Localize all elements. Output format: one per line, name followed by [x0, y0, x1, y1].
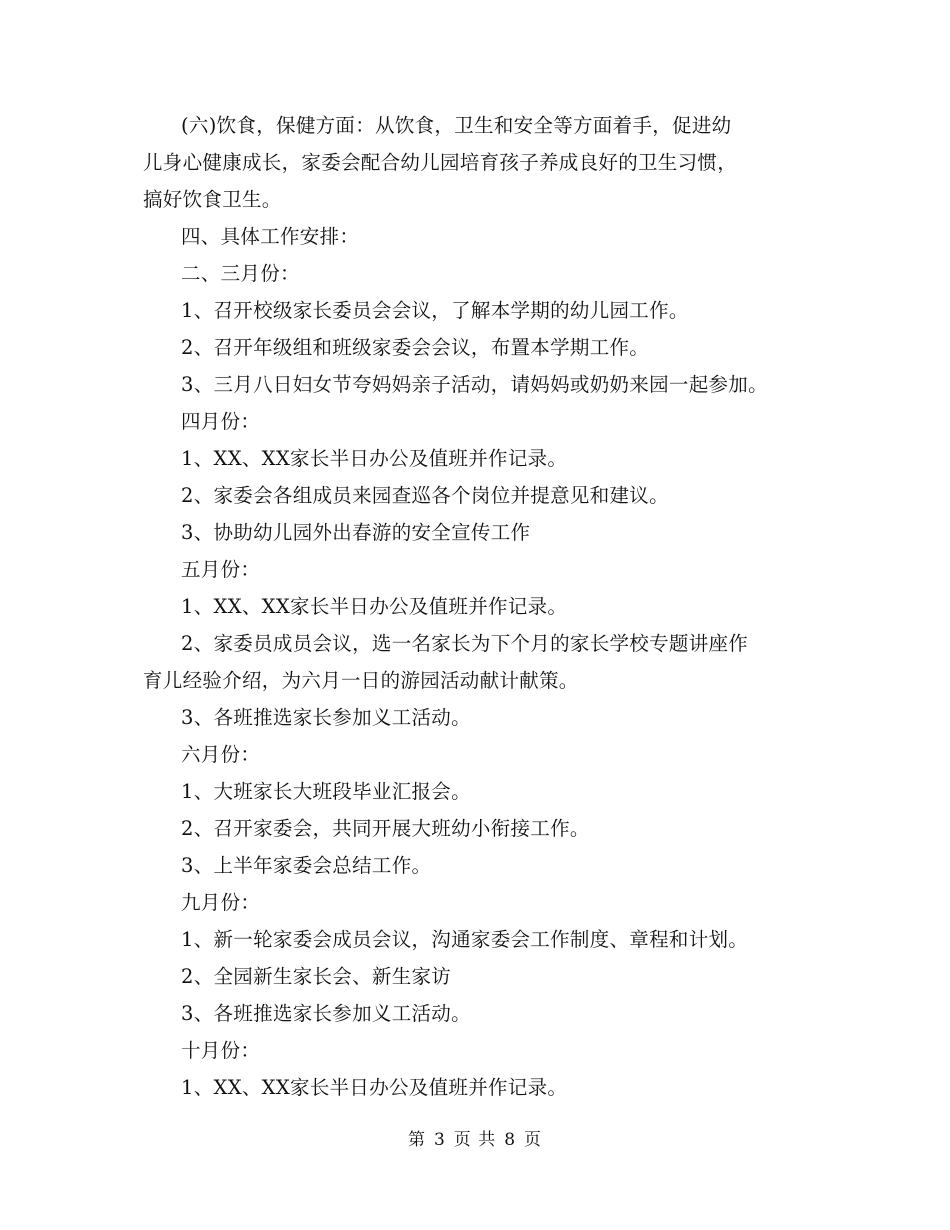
text-line: 儿身心健康成长，家委会配合幼儿园培育孩子养成良好的卫生习惯，	[143, 151, 738, 174]
text-line: 3、上半年家委会总结工作。	[181, 854, 432, 877]
text-line: 1、新一轮家委会成员会议，沟通家委会工作制度、章程和计划。	[181, 928, 749, 951]
text-line: 六月份：	[181, 743, 261, 766]
text-line: 1、XX、XX家长半日办公及值班并作记录。	[181, 1076, 568, 1099]
text-line: (六)饮食，保健方面：从饮食，卫生和安全等方面着手，促进幼	[181, 114, 732, 137]
text-line: 四、具体工作安排：	[181, 225, 360, 248]
text-line: 1、XX、XX家长半日办公及值班并作记录。	[181, 595, 568, 618]
text-line: 1、XX、XX家长半日办公及值班并作记录。	[181, 447, 568, 470]
document-body	[143, 107, 843, 1106]
text-line: 3、各班推选家长参加义工活动。	[181, 706, 471, 729]
text-line: 搞好饮食卫生。	[143, 188, 282, 211]
footer-current-page: 3	[433, 1130, 446, 1150]
text-line: 九月份：	[181, 891, 261, 914]
footer-total-pages: 8	[504, 1130, 517, 1150]
page-footer	[0, 1125, 950, 1150]
text-line: 1、召开校级家长委员会会议，了解本学期的幼儿园工作。	[181, 299, 689, 322]
text-line: 2、召开年级组和班级家委会会议，布置本学期工作。	[181, 336, 650, 359]
text-line: 四月份：	[181, 410, 261, 433]
text-line: 1、大班家长大班段毕业汇报会。	[181, 780, 471, 803]
text-line: 2、全园新生家长会、新生家访	[181, 965, 452, 988]
footer-middle: 页 共	[453, 1130, 497, 1150]
text-line: 3、各班推选家长参加义工活动。	[181, 1002, 471, 1025]
text-line: 二、三月份：	[181, 262, 300, 285]
text-line: 五月份：	[181, 558, 261, 581]
text-line: 3、协助幼儿园外出春游的安全宣传工作	[181, 521, 531, 544]
text-line: 3、三月八日妇女节夸妈妈亲子活动，请妈妈或奶奶来园一起参加。	[181, 373, 768, 396]
footer-prefix: 第	[407, 1130, 426, 1150]
text-line: 育儿经验介绍，为六月一日的游园活动献计献策。	[143, 669, 579, 692]
footer-suffix: 页	[524, 1130, 543, 1150]
text-line: 十月份：	[181, 1039, 261, 1062]
text-line: 2、召开家委会，共同开展大班幼小衔接工作。	[181, 817, 590, 840]
text-line: 2、家委会各组成员来园查巡各个岗位并提意见和建议。	[181, 484, 669, 507]
text-line: 2、家委员成员会议，选一名家长为下个月的家长学校专题讲座作	[181, 632, 749, 655]
